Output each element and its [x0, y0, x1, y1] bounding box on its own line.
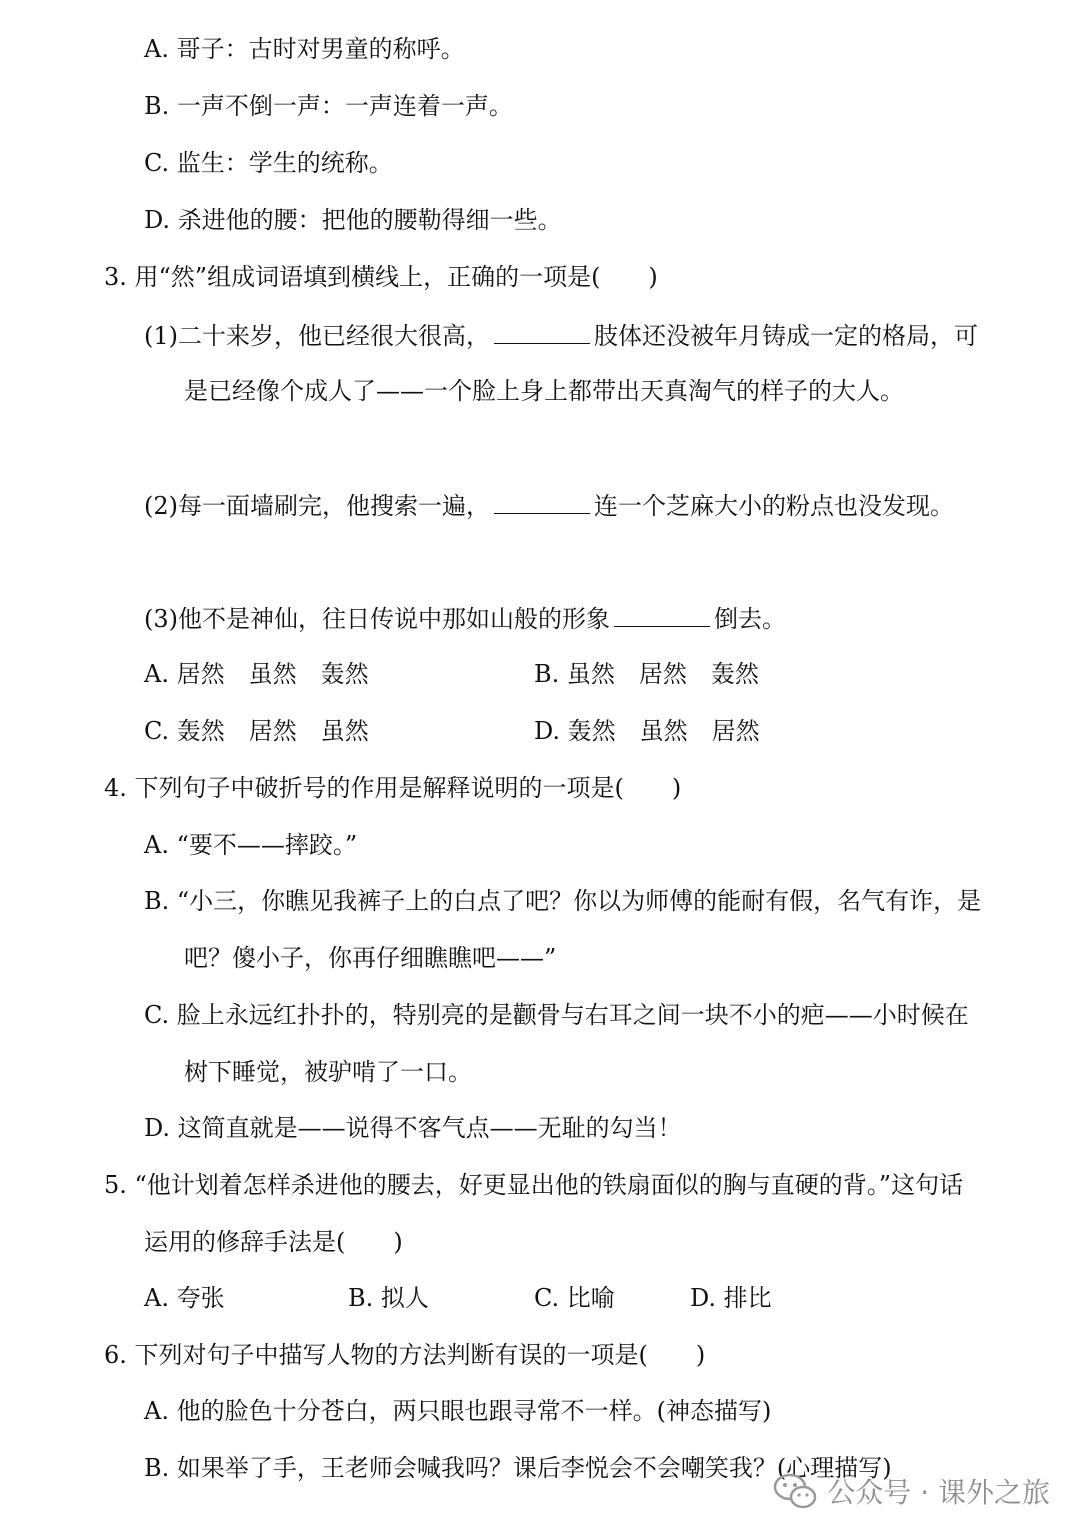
q3-option-b: B. 虽然 居然 轰然 [534, 660, 759, 688]
q2-option-d: D. 杀进他的腰：把他的腰勒得细一些。 [144, 206, 562, 234]
q4-option-d: D. 这简直就是——说得不客气点——无耻的勾当！ [144, 1114, 682, 1142]
q2-option-b: B. 一声不倒一声：一声连着一声。 [144, 92, 513, 120]
q3-s1-blank [494, 319, 590, 344]
q3-s1-pre: (1)二十来岁，他已经很大很高， [144, 322, 490, 350]
q3-sentence-1-cont: 是已经像个成人了——一个脸上身上都带出天真淘气的样子的大人。 [184, 377, 904, 405]
q3-s2-blank [494, 489, 590, 514]
q4-stem: 4. 下列句子中破折号的作用是解释说明的一项是( ) [104, 774, 682, 802]
q3-s3-blank [614, 602, 710, 627]
q2-option-c: C. 监生：学生的统称。 [144, 149, 393, 177]
watermark-text: 公众号 · 课外之旅 [827, 1476, 1050, 1509]
q3-option-a: A. 居然 虽然 轰然 [144, 660, 369, 688]
q2-option-a: A. 哥子：古时对男童的称呼。 [144, 35, 465, 63]
q3-s3-pre: (3)他不是神仙，往日传说中那如山般的形象 [144, 605, 610, 633]
q4-option-b: B. “小三，你瞧见我裤子上的白点了吧？你以为师傅的能耐有假，名气有诈，是 [144, 887, 982, 915]
q3-s2-pre: (2)每一面墙刷完，他搜索一遍， [144, 492, 490, 520]
q3-s2-post: 连一个芝麻大小的粉点也没发现。 [594, 492, 954, 520]
q3-stem: 3. 用“然”组成词语填到横线上，正确的一项是( ) [104, 263, 658, 291]
q4-option-b-cont: 吧？傻小子，你再仔细瞧瞧吧——” [184, 944, 557, 972]
q5-option-b: B. 拟人 [348, 1284, 429, 1312]
q4-option-c: C. 脸上永远红扑扑的，特别亮的是颧骨与右耳之间一块不小的疤——小时候在 [144, 1001, 969, 1029]
q3-sentence-2 [144, 489, 954, 521]
q3-option-c: C. 轰然 居然 虽然 [144, 717, 369, 745]
q5-stem: 5. “他计划着怎样杀进他的腰去，好更显出他的铁扇面似的胸与直硬的背。”这句话 [104, 1171, 964, 1199]
q6-option-a: A. 他的脸色十分苍白，两只眼也跟寻常不一样。(神态描写) [144, 1397, 772, 1425]
wechat-icon [773, 1473, 817, 1509]
q3-sentence-3 [144, 602, 786, 634]
q6-option-b: B. 如果举了手，王老师会喊我吗？课后李悦会不会嘲笑我？(心理描写) [144, 1454, 892, 1482]
watermark [773, 1465, 1050, 1517]
q5-option-c: C. 比喻 [534, 1284, 615, 1312]
q3-s1-post: 肢体还没被年月铸成一定的格局，可 [594, 322, 978, 350]
q4-option-c-cont: 树下睡觉，被驴啃了一口。 [184, 1058, 472, 1086]
q3-option-d: D. 轰然 虽然 居然 [534, 717, 760, 745]
q5-option-d: D. 排比 [690, 1284, 772, 1312]
q6-stem: 6. 下列对句子中描写人物的方法判断有误的一项是( ) [104, 1341, 706, 1369]
q5-stem-cont: 运用的修辞手法是( ) [144, 1228, 403, 1256]
q5-option-a: A. 夸张 [144, 1284, 225, 1312]
q3-s3-post: 倒去。 [714, 605, 786, 633]
q4-option-a: A. “要不——摔跤。” [144, 831, 358, 859]
q3-sentence-1 [144, 319, 978, 351]
